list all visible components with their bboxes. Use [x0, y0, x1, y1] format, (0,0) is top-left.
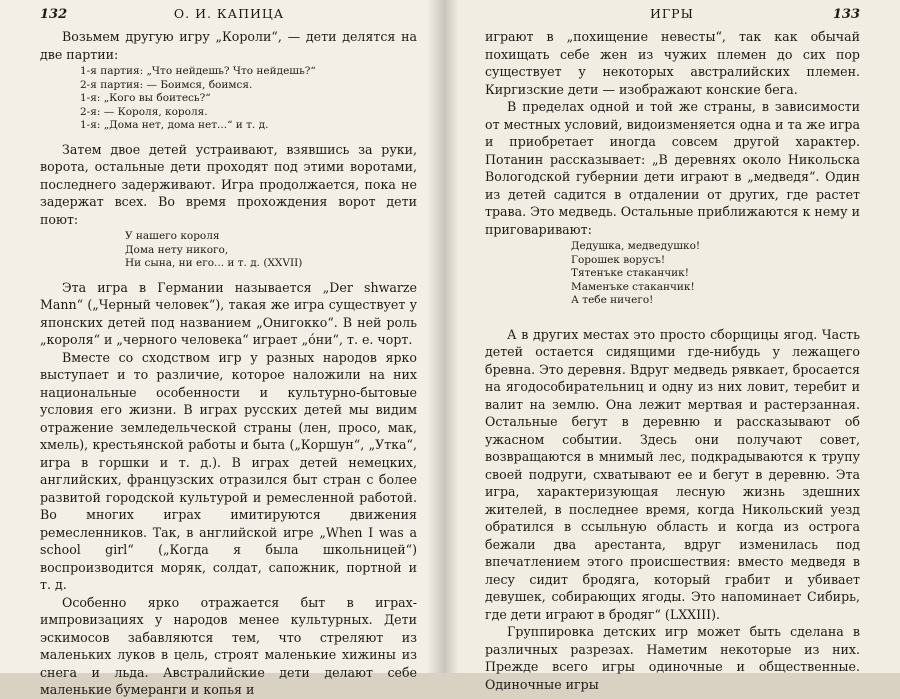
gutter-shadow — [427, 0, 445, 673]
verse-block — [40, 230, 417, 271]
verse-line: 1-я: „Кого вы боитесь?“ — [80, 92, 211, 104]
verse-line: Ни сына, ни его... и т. д. (XXVII) — [125, 257, 303, 269]
verse-line: 1-я: „Дома нет, дома нет...“ и т. д. — [80, 119, 269, 131]
verse-line: Дома нету никого, — [125, 243, 229, 256]
right-page — [445, 0, 900, 692]
running-head: ИГРЫ — [649, 6, 694, 21]
verse-line: Дедушка, медведушко! — [571, 240, 701, 252]
paragraph: А в других местах это просто сборщицы ягод. Часть детей остается сидящими где-нибудь у лежащего бревна. Это деревня. Вдруг медведь рявкает, бросается на ягодособирательниц и одну из них ловит, теребит и валит на землю. Она лежит мертвая и растерзанная. Остальные бегут в деревню и рассказывают об ужасном событии. Здесь они получают совет, возвращаются в мнимый лес, подкрадываются к трупу своей подруги, схватывают ее и бегут в деревню. Эта игра, характеризующая лесную жизнь здешних жителей, в последнее время, когда Никольский уезд обратился в ссыльную область и когда из острога бежали два арестанта, вдруг изменилась под впечатлением этого происшествия: вместо медведя в лесу сидит бродяга, который грабит и убивает девушек, собирающих ягоды. Это напоминает Сибирь, где дети играют в бродяг“ (LXXIII). — [485, 326, 860, 622]
right-page-header — [485, 6, 860, 28]
running-head: О. И. КАПИЦА — [173, 6, 285, 21]
left-page-header — [40, 6, 417, 28]
paragraph: Особенно ярко отражается быт в играх-импровизациях у народов менее культурных. Дети эскимосов забавляются тем, что стреляют из маленьких луков в цель, строят маленькие хижины из снега и льда. Австралийские дети делают себе маленькие бумеранги и копья и — [40, 594, 417, 697]
paragraph: Эта игра в Германии называется „Der shwarze Mann“ („Черный человек“), такая же игра существует у японских детей под названием „Онигокко“. В ней роль „короля“ и „черного человека“ играет „óни“, т. е. чорт. — [40, 279, 417, 347]
paragraph: Группировка детских игр может быть сделана в различных разрезах. Наметим некоторые из них. Прежде всего игры одиночные и общественные. Одиночные игры — [485, 624, 860, 692]
gutter-shadow — [445, 0, 459, 673]
paragraph: Вместе со сходством игр у разных народов ярко выступает и то различие, которое наложили на них национальные особенности и культурно-бытовые условия его жизни. В играх русских детей мы видим отражение земледельческой страны (лен, просо, мак, хмель), крестьянской работы и быта („Коршун“, „Утка“, игра в горшки и т. д.). В играх детей немецких, английских, французских отразился быт стран с более развитой городской культурой и ремесленной работой. Во многих играх имитируются движения ремесленников. Так, в английской игре „When I was a school girl“ („Когда я была школьницей“) воспроизводится моряк, солдат, сапожник, портной и т. д. — [40, 349, 417, 592]
verse-line: 1-я партия: „Что нейдешь? Что нейдешь?“ — [80, 65, 316, 77]
verse-line: Тятенъке стаканчик! — [571, 267, 689, 279]
verse-line: 2-я партия: — Боимся, боимся. — [80, 78, 253, 91]
page-number: 132 — [40, 7, 68, 22]
page-number: 133 — [832, 7, 860, 22]
verse-block — [485, 240, 860, 308]
verse-line: Маменъке стаканчик! — [571, 280, 695, 293]
paragraph: играют в „похищение невесты“, так как обычай похищать себе жен из чужих племен до сих пор существует у некоторых австралийских племен. Киргизские дети — изображают конские бега. — [485, 29, 860, 97]
paragraph: Возьмем другую игру „Короли“, — дети делятся на две партии: — [40, 29, 417, 62]
verse-line: Горошек ворусъ! — [571, 253, 666, 266]
paragraph: Затем двое детей устраивают, взявшись за руки, ворота, остальные дети проходят под этими воротами, последнего задерживают. Игра продолжается, пока не задержат всех. Во время прохождения ворот дети поют: — [40, 141, 417, 227]
verse-line: 2-я: — Короля, короля. — [80, 105, 208, 118]
verse-block — [40, 65, 417, 133]
paragraph: В пределах одной и той же страны, в зависимости от местных условий, видоизменяется одна и та же игра и приобретает иногда совсем другой характер. Потанин рассказывает: „В деревнях около Никольска Вологодской губернии дети играют в „медведя“. Один из детей садится в отдалении от других, где растет трава. Это медведь. Остальные приближаются к нему и приговаривают: — [485, 99, 860, 237]
left-page — [0, 0, 445, 697]
verse-line: А тебе ничего! — [571, 294, 654, 306]
verse-line: У нашего короля — [125, 230, 220, 242]
